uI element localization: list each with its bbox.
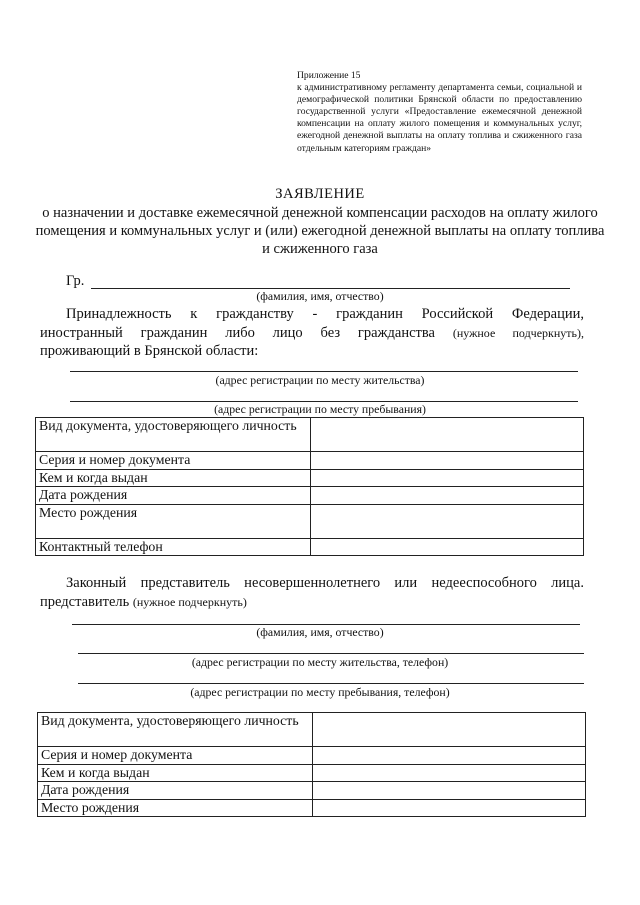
row-value[interactable] [311, 487, 584, 505]
appendix-header [297, 70, 582, 155]
stay-caption: (адрес регистрации по месту пребывания) [214, 402, 426, 416]
table-row [36, 487, 584, 505]
gr-label: Гр. [66, 273, 85, 289]
row-label: Кем и когда выдан [38, 764, 313, 782]
representative-residence-caption: (адрес регистрации по месту жительства, телефон) [191, 655, 449, 669]
row-value[interactable] [311, 504, 584, 538]
row-value[interactable] [311, 469, 584, 487]
row-label: Серия и номер документа [38, 747, 313, 765]
row-label: Вид документа, удостоверяющего личность [36, 418, 311, 452]
row-label: Вид документа, удостоверяющего личность [38, 713, 313, 747]
representative-option[interactable]: представитель [40, 593, 130, 610]
row-label: Дата рождения [38, 782, 313, 800]
document-title: ЗАЯВЛЕНИЕ [275, 186, 365, 202]
row-value[interactable] [313, 747, 586, 765]
representative-line-1: Законный представитель несовершеннолетнего или недееспособного лица. [66, 575, 584, 591]
table-row [36, 504, 584, 538]
row-label: Место рождения [38, 799, 313, 817]
representative-paragraph [40, 574, 584, 611]
residence-address-field[interactable] [70, 371, 578, 372]
fio-caption: (фамилия, имя, отчество) [256, 289, 384, 303]
representative-fio-caption: (фамилия, имя, отчество) [256, 625, 384, 639]
row-label: Кем и когда выдан [36, 469, 311, 487]
citizenship-options[interactable]: иностранный гражданин либо лицо без гражданства [40, 324, 435, 341]
document-subtitle: о назначении и доставке ежемесячной денежной компенсации расходов на оплату жилого помещения и коммунальных услуг и (или) ежегодной денежной выплаты на оплату топлива и сжиженного газа [35, 205, 605, 257]
citizenship-line-3: проживающий в Брянской области: [40, 343, 259, 359]
appendix-reference: к административному регламенту департамента семьи, социальной и демографической политики Брянской области по предоставлению государственной услуги «Предоставление ежемесячной денежной компенсации на оплату жилого помещения и коммунальных услуг, ежегодной денежной выплаты на оплату топлива и сжиженного газа отдельным категориям граждан» [297, 82, 582, 154]
appendix-number: Приложение 15 [297, 70, 361, 81]
citizenship-note: (нужное подчеркнуть), [452, 325, 584, 340]
row-label: Дата рождения [36, 487, 311, 505]
representative-note: (нужное подчеркнуть) [132, 594, 247, 609]
residence-caption: (адрес регистрации по месту жительства) [215, 373, 425, 387]
row-label: Серия и номер документа [36, 452, 311, 470]
applicant-document-table [35, 417, 584, 556]
row-value[interactable] [313, 764, 586, 782]
row-value[interactable] [311, 418, 584, 452]
citizenship-line-1: Принадлежность к гражданству - гражданин Российской Федерации, [66, 306, 584, 322]
representative-residence-field[interactable] [78, 653, 584, 654]
row-value[interactable] [313, 713, 586, 747]
representative-stay-caption: (адрес регистрации по месту пребывания, телефон) [190, 685, 450, 699]
table-row [36, 469, 584, 487]
representative-stay-field[interactable] [78, 683, 584, 684]
table-row [38, 782, 586, 800]
table-row [38, 799, 586, 817]
row-value[interactable] [311, 452, 584, 470]
row-value[interactable] [311, 538, 584, 556]
citizenship-paragraph [40, 305, 584, 361]
row-value[interactable] [313, 782, 586, 800]
representative-document-table [37, 712, 586, 817]
row-label: Контактный телефон [36, 538, 311, 556]
row-label: Место рождения [36, 504, 311, 538]
table-row [36, 538, 584, 556]
table-row [36, 418, 584, 452]
row-value[interactable] [313, 799, 586, 817]
table-row [36, 452, 584, 470]
table-row [38, 747, 586, 765]
table-row [38, 713, 586, 747]
table-row [38, 764, 586, 782]
